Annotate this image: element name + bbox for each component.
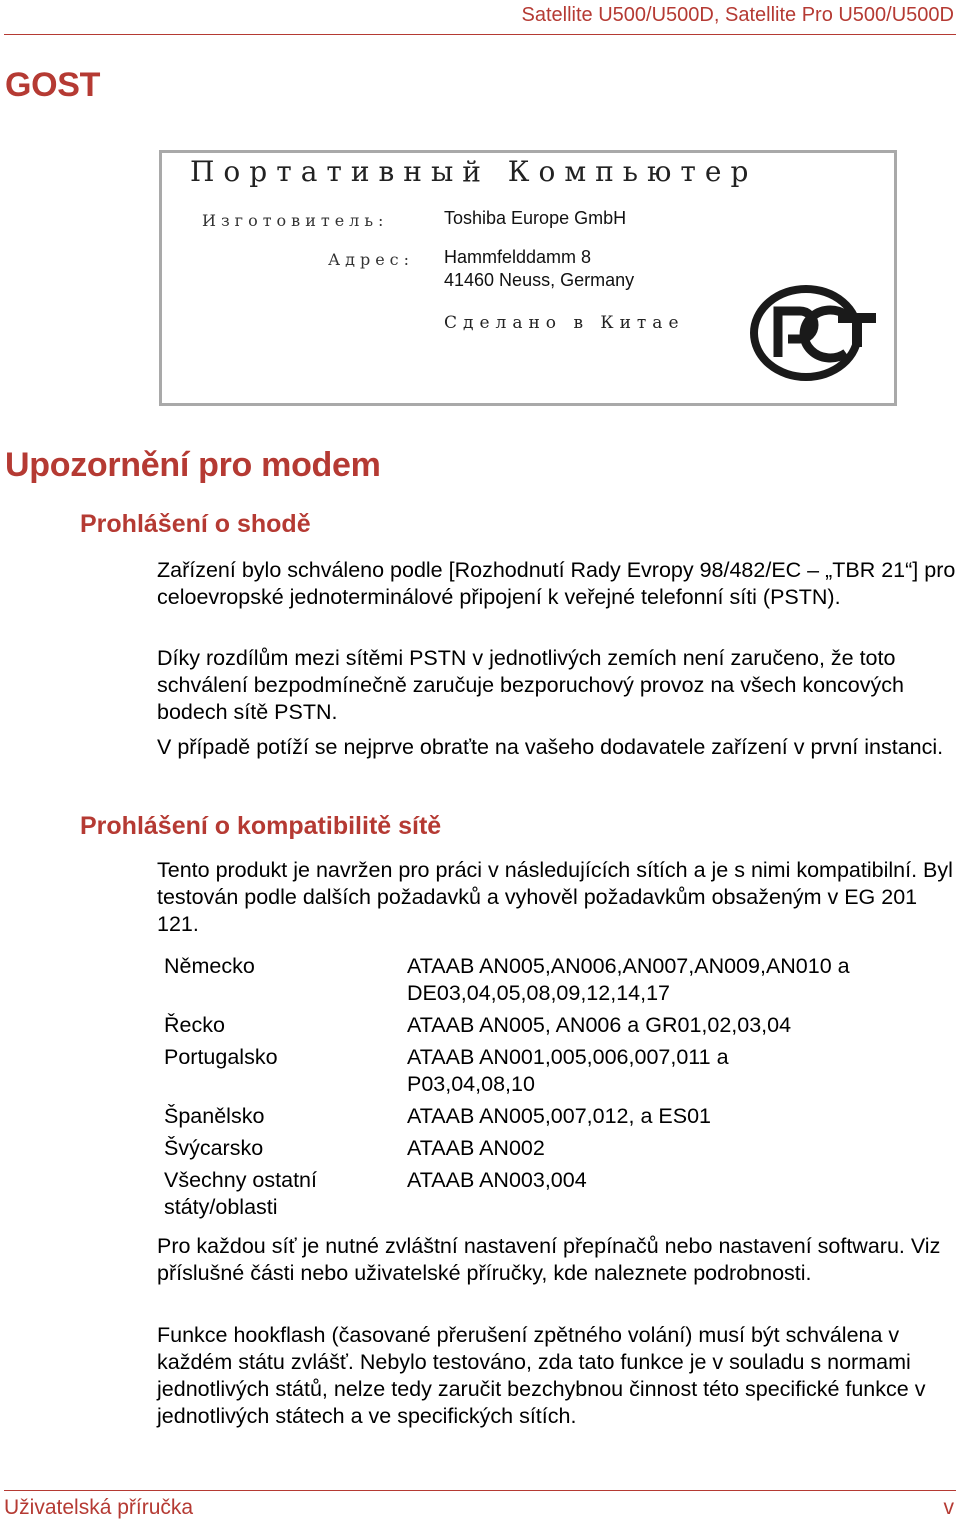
table-value: ATAAB AN003,004	[407, 1168, 587, 1192]
label-address-key: Адрес:	[328, 250, 415, 269]
label-title: Портативный Компьютер	[190, 155, 758, 188]
table-value: ATAAB AN001,005,006,007,011 a P03,04,08,10	[407, 1045, 729, 1096]
table-row	[164, 1044, 954, 1098]
modem-heading: Upozornění pro modem	[5, 446, 381, 484]
conformity-paragraph: Díky rozdílům mezi sítěmi PSTN v jednotlivých zemích není zaručeno, že toto schválení bezpodmínečně zaručuje bezporuchový provoz na všech koncových bodech sítě PSTN.	[157, 646, 904, 724]
label-made-in: Сделано в Китае	[444, 313, 685, 333]
gost-label-image	[159, 150, 897, 406]
compatibility-heading: Prohlášení o kompatibilitě sítě	[80, 812, 442, 840]
table-country: Španělsko	[164, 1104, 265, 1128]
pct-logo-icon	[750, 285, 880, 381]
header-title: Satellite U500/U500D, Satellite Pro U500/U500D	[521, 4, 954, 26]
label-manufacturer-value: Toshiba Europe GmbH	[444, 208, 627, 228]
compatibility-paragraph: Pro každou síť je nutné zvláštní nastavení přepínačů nebo nastavení softwaru. Viz příslušné části nebo uživatelské příručky, kde naleznete podrobnosti.	[157, 1234, 941, 1285]
label-address-line1: Hammfelddamm 8	[444, 247, 592, 267]
table-country: Švýcarsko	[164, 1136, 264, 1160]
network-table	[164, 953, 954, 1221]
compatibility-intro: Tento produkt je navržen pro práci v následujících sítích a je s nimi kompatibilní. Byl testován podle dalších požadavků a vyhověl požadavkům obsaženým v EG 201 121.	[157, 858, 953, 936]
compatibility-paragraph: Funkce hookflash (časované přerušení zpětného volání) musí být schválena v každém státu zvlášť. Nebylo testováno, zda tato funkce je v souladu s normami jednotlivých států, nelze tedy zaručit bezchybnou činnost této specifické funkce v jednotlivých státech a ve specifických sítích.	[157, 1323, 926, 1428]
footer-manual-title: Uživatelská příručka	[4, 1496, 194, 1519]
table-value: ATAAB AN005,007,012, a ES01	[407, 1104, 711, 1128]
header-rule	[4, 34, 956, 35]
table-row	[164, 1135, 954, 1162]
table-country: Všechny ostatní státy/oblasti	[164, 1168, 317, 1219]
table-row	[164, 1167, 954, 1221]
conformity-paragraph: Zařízení bylo schváleno podle [Rozhodnutí Rady Evropy 98/482/EC – „TBR 21“] pro celoevropské jednoterminálové připojení k veřejné telefonní síti (PSTN).	[157, 558, 956, 609]
table-country: Řecko	[164, 1013, 225, 1037]
gost-heading: GOST	[5, 66, 101, 104]
label-address-line2: 41460 Neuss, Germany	[444, 270, 635, 290]
table-row	[164, 1103, 954, 1130]
table-value: ATAAB AN002	[407, 1136, 545, 1160]
conformity-heading: Prohlášení o shodě	[80, 510, 311, 538]
table-value: ATAAB AN005, AN006 a GR01,02,03,04	[407, 1013, 792, 1037]
footer-rule	[4, 1490, 956, 1491]
conformity-paragraph: V případě potíží se nejprve obraťte na vašeho dodavatele zařízení v první instanci.	[157, 735, 944, 759]
table-country: Německo	[164, 954, 255, 978]
table-value: ATAAB AN005,AN006,AN007,AN009,AN010 a DE03,04,05,08,09,12,14,17	[407, 954, 850, 1005]
label-manufacturer-key: Изготовитель:	[202, 211, 389, 230]
table-row	[164, 953, 954, 1007]
table-country: Portugalsko	[164, 1045, 278, 1069]
footer-page-number: v	[943, 1496, 954, 1519]
table-row	[164, 1012, 954, 1039]
